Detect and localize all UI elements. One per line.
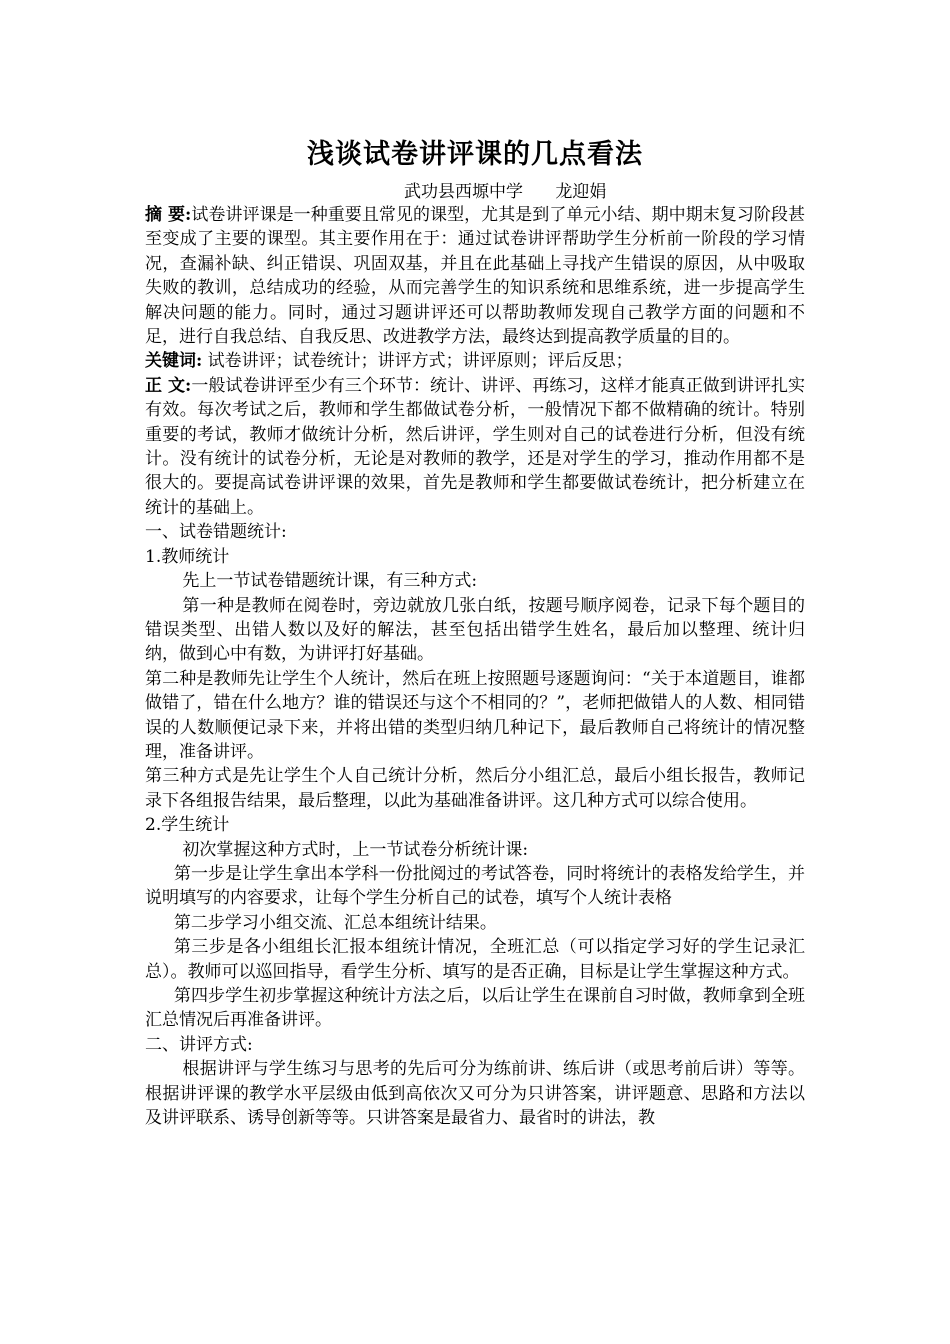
teacher-stats-way3: 第三种方式是先让学生个人自己统计分析，然后分小组汇总，最后小组长报告，教师记录下各组报告结果，最后整理，以此为基础准备讲评。这几种方式可以综合使用。 [145,766,805,811]
student-stats-step4: 第四步学生初步掌握这种统计方法之后，以后让学生在课前自习时做，教师拿到全班汇总情况后再准备讲评。 [145,986,805,1031]
abstract-paragraph [145,203,805,349]
author-line: 武功县西塬中学 龙迎娟 [404,182,607,202]
teacher-stats-way1: 第一种是教师在阅卷时，旁边就放几张白纸，按题号顺序阅卷，记录下每个题目的错误类型、出错人数以及好的解法，甚至包括出错学生姓名，最后加以整理、统计归纳，做到心中有数，为讲评打好基础。 [145,595,805,665]
section1-heading: 一、试卷错题统计: [145,522,287,543]
teacher-stats-way2: 第二种是教师先让学生个人统计，然后在班上按照题号逐题询问：“关于本道题目，谁都做错了，错在什么地方？谁的错误还与这个不相同的？”，老师把做错人的人数、相同错误的人数顺便记录下来，并将出错的类型归纳几种记下，最后教师自己将统计的情况整理，准备讲评。 [145,668,805,762]
teacher-stats-heading: 1.教师统计 [145,546,230,567]
student-stats-heading: 2.学生统计 [145,815,230,836]
teacher-stats-intro: 先上一节试卷错题统计课，有三种方式: [182,571,478,592]
student-stats-step2: 第二步学习小组交流、汇总本组统计结果。 [173,912,497,933]
keywords-label: 关键词: [145,351,203,372]
student-stats-intro: 初次掌握这种方式时，上一节试卷分析统计课: [182,839,529,860]
section2-paragraph: 根据讲评与学生练习与思考的先后可分为练前讲、练后讲（或思考前后讲）等等。根据讲评课的教学水平层级由低到高依次又可分为只讲答案，讲评题意、思路和方法以及讲评联系、诱导创新等等。只讲答案是最省力、最省时的讲法，教 [145,1059,805,1129]
section2-heading: 二、讲评方式: [145,1034,253,1055]
main-text-body: 一般试卷讲评至少有三个环节：统计、讲评、再练习，这样才能真正做到讲评扎实有效。每次考试之后，教师和学生都做试卷分析，一般情况下都不做精确的统计。特别重要的考试，教师才做统计分析，然后讲评，学生则对自己的试卷进行分析，但没有统计。没有统计的试卷分析，无论是对教师的教学，还是对学生的学习，推动作用都不是很大的。要提高试卷讲评课的效果，首先是教师和学生都要做试卷统计，把分析建立在统计的基础上。 [145,375,806,518]
student-stats-step3: 第三步是各小组组长汇报本组统计情况，全班汇总（可以指定学习好的学生记录汇总）。教师可以巡回指导，看学生分析、填写的是否正确，目标是让学生掌握这种方式。 [145,937,805,982]
document-body [145,203,805,1130]
keywords-paragraph [145,349,805,373]
keywords-text: 试卷讲评；试卷统计；讲评方式；讲评原则；评后反思； [202,351,633,372]
main-text-label: 正 文: [145,375,192,396]
abstract-text: 试卷讲评课是一种重要且常见的课型，尤其是到了单元小结、期中期末复习阶段甚至变成了主要的课型。其主要作用在于：通过试卷讲评帮助学生分析前一阶段的学习情况，查漏补缺、纠正错误、巩固双基，并且在此基础上寻找产生错误的原因，从中吸取失败的教训，总结成功的经验，从而完善学生的知识系统和思维系统，进一步提高学生解决问题的能力。同时，通过习题讲评还可以帮助教师发现自己教学方面的问题和不足，进行自我总结、自我反思、改进教学方法，最终达到提高教学质量的目的。 [145,205,806,348]
student-stats-step1: 第一步是让学生拿出本学科一份批阅过的考试答卷，同时将统计的表格发给学生，并说明填写的内容要求，让每个学生分析自己的试卷，填写个人统计表格 [145,863,805,909]
abstract-label: 摘 要: [145,205,192,225]
main-text-paragraph [145,374,805,520]
document-title: 浅谈试卷讲评课的几点看法 [307,139,643,170]
